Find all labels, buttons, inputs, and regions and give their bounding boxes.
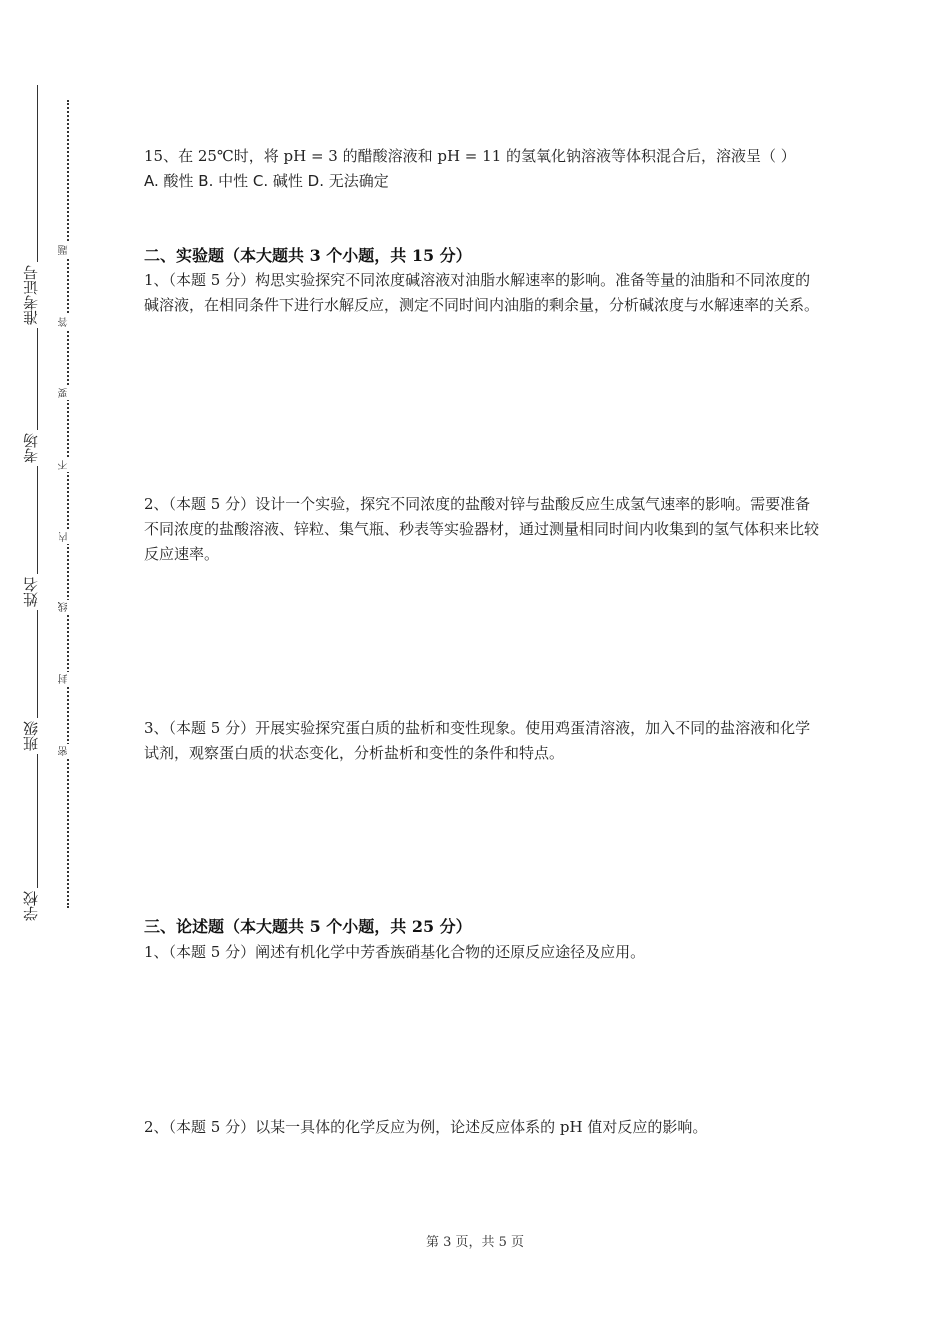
question-text: 1、（本题 5 分）构思实验探究不同浓度碱溶液对油脂水解速率的影响。准备等量的油脂和不同浓度的碱溶液，在相同条件下进行水解反应，测定不同时间内油脂的剩余量，分析碱浓度与水解速率的关系。 — [144, 271, 820, 314]
seal-char-xian: 线 — [59, 600, 75, 614]
label-exam-number: 准考证号 — [23, 262, 49, 328]
question-15 — [144, 144, 824, 194]
section-3-q2 — [144, 1115, 824, 1140]
label-exam-room: 考场 — [23, 430, 49, 466]
label-name: 姓名 — [23, 574, 49, 610]
question-text: 3、（本题 5 分）开展实验探究蛋白质的盐析和变性现象。使用鸡蛋清溶液，加入不同的盐溶液和化学试剂，观察蛋白质的状态变化，分析盐析和变性的条件和特点。 — [144, 719, 811, 762]
seal-char-ti: 题 — [59, 243, 75, 257]
section-2-q3 — [144, 716, 824, 766]
question-text: 2、（本题 5 分）以某一具体的化学反应为例，论述反应体系的 pH 值对反应的影响。 — [144, 1118, 708, 1136]
seal-char-yao: 要 — [59, 386, 75, 400]
section-2-heading: 二、实验题（本大题共 3 个小题，共 15 分） — [144, 246, 472, 265]
section-2-q2 — [144, 492, 824, 567]
seal-char-mi: 密 — [59, 744, 75, 758]
question-text: 2、（本题 5 分）设计一个实验，探究不同浓度的盐酸对锌与盐酸反应生成氢气速率的影响。需要准备不同浓度的盐酸溶液、锌粒、集气瓶、秒表等实验器材，通过测量相同时间内收集到的氢气体积来比较反应速率。 — [144, 495, 820, 563]
question-text: 1、（本题 5 分）阐述有机化学中芳香族硝基化合物的还原反应途径及应用。 — [144, 943, 646, 961]
page-number: 第 3 页，共 5 页 — [425, 1235, 525, 1250]
question-15-stem: 15、在 25℃时，将 pH = 3 的醋酸溶液和 pH = 11 的氢氧化钠溶液等体积混合后，溶液呈（ ） — [144, 147, 796, 165]
seal-dotted-line — [67, 100, 69, 908]
binding-line — [37, 85, 38, 920]
label-school: 学校 — [23, 888, 49, 924]
seal-char-feng: 封 — [59, 672, 75, 686]
section-3-heading-wrap — [144, 915, 824, 939]
section-3-heading: 三、论述题（本大题共 5 个小题，共 25 分） — [144, 917, 472, 936]
seal-char-bu: 不 — [59, 458, 75, 472]
question-15-options: A. 酸性 B. 中性 C. 碱性 D. 无法确定 — [144, 172, 389, 190]
label-class: 班级 — [23, 718, 49, 754]
seal-char-nei: 内 — [59, 530, 75, 544]
section-3-q1 — [144, 940, 824, 965]
section-2-heading-wrap — [144, 244, 824, 268]
section-2-q1 — [144, 268, 824, 318]
seal-char-da: 答 — [59, 315, 75, 329]
